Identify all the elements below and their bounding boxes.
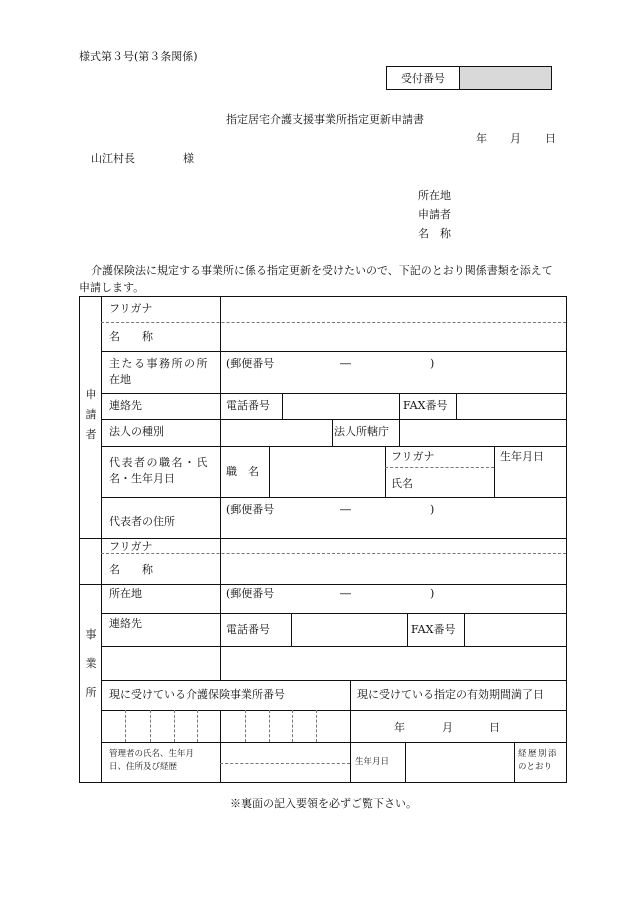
rep-furigana-label: フリガナ xyxy=(391,450,435,463)
form-number: 様式第３号(第３条関係) xyxy=(79,50,198,63)
intro-text-line2: 申請します。 xyxy=(79,281,145,294)
applicant-label: 申請者 xyxy=(418,208,451,221)
corp-authority-label: 法人所轄庁 xyxy=(334,425,389,438)
corp-type-label: 法人の種別 xyxy=(109,425,164,438)
birthdate-label: 生年月日 xyxy=(500,450,544,463)
document-title: 指定居宅介護支援事業所指定更新申請書 xyxy=(226,113,424,126)
manager-birthdate-label: 生年月日 xyxy=(355,757,390,767)
date-month: 月 xyxy=(510,132,521,145)
section-office-label xyxy=(84,620,98,707)
date-year: 年 xyxy=(476,132,487,145)
honorific: 様 xyxy=(183,152,194,165)
rep-postal-dash: ― xyxy=(340,503,351,516)
rep-info-label-2: 名・生年月日 xyxy=(109,472,175,485)
section-applicant-char: 請 xyxy=(85,408,97,421)
date-day: 日 xyxy=(545,132,556,145)
office-contact-label: 連絡先 xyxy=(109,617,142,630)
career-label-1: 経歴別添 xyxy=(518,749,559,759)
furigana-label: フリガナ xyxy=(109,302,153,315)
current-number-label: 現に受けている介護保険事業所番号 xyxy=(109,688,285,701)
contact-label: 連絡先 xyxy=(109,399,142,412)
section-applicant-char: 者 xyxy=(85,428,97,441)
main-office-address-label-2: 在地 xyxy=(109,373,131,386)
office-postal-label: (郵便番号 xyxy=(226,587,275,600)
office-furigana-label: フリガナ xyxy=(109,540,153,553)
expiry-year-label: 年 xyxy=(394,721,405,734)
office-fax-label: FAX番号 xyxy=(411,623,456,636)
manager-label-2: 日、住所及び経歴 xyxy=(109,762,178,772)
office-postal-close: ) xyxy=(430,587,435,600)
office-postal-dash: ― xyxy=(340,587,351,600)
manager-label-1: 管理者の氏名、生年月 xyxy=(109,749,195,759)
rep-name-label: 氏名 xyxy=(391,477,413,490)
applicant-name-label: 名 称 xyxy=(418,227,451,240)
section-office-char: 業 xyxy=(85,657,97,670)
expiry-day-label: 日 xyxy=(489,721,500,734)
rep-address-label: 代表者の住所 xyxy=(109,515,175,528)
expiry-month-label: 月 xyxy=(442,721,453,734)
section-office-char: 事 xyxy=(85,628,97,641)
rep-info-label-1: 代表者の職名・氏 xyxy=(109,456,209,469)
main-office-address-label-1: 主たる事務所の所 xyxy=(109,357,209,370)
intro-text-line1: 介護保険法に規定する事業所に係る指定更新を受けたいので、下記のとおり関係書類を添えて xyxy=(91,264,553,277)
postal-close: ) xyxy=(430,357,435,370)
addressee: 山江村長 xyxy=(91,152,135,165)
receipt-number-label: 受付番号 xyxy=(387,67,460,89)
postal-code-label: (郵便番号 xyxy=(226,357,275,370)
phone-label: 電話番号 xyxy=(226,399,270,412)
career-label-2: のとおり xyxy=(518,762,553,772)
applicant-address-label: 所在地 xyxy=(418,189,451,202)
rep-postal-label: (郵便番号 xyxy=(226,503,275,516)
section-applicant-char: 申 xyxy=(85,388,97,401)
section-office-char: 所 xyxy=(85,686,97,699)
section-applicant-label xyxy=(84,385,98,445)
postal-dash: ― xyxy=(340,357,351,370)
fax-label: FAX番号 xyxy=(403,399,448,412)
office-location-label: 所在地 xyxy=(109,587,142,600)
rep-postal-close: ) xyxy=(430,503,435,516)
name-label: 名 称 xyxy=(109,330,153,343)
receipt-number-box xyxy=(386,66,552,90)
receipt-number-field[interactable] xyxy=(460,67,551,89)
expiry-label: 現に受けている指定の有効期間満了日 xyxy=(357,688,544,701)
application-table xyxy=(79,296,567,783)
footer-note: ※裏面の記入要領を必ずご覧下さい。 xyxy=(230,797,417,810)
office-phone-label: 電話番号 xyxy=(226,623,270,636)
office-name-label: 名 称 xyxy=(109,563,153,576)
job-title-label: 職 名 xyxy=(226,465,259,478)
